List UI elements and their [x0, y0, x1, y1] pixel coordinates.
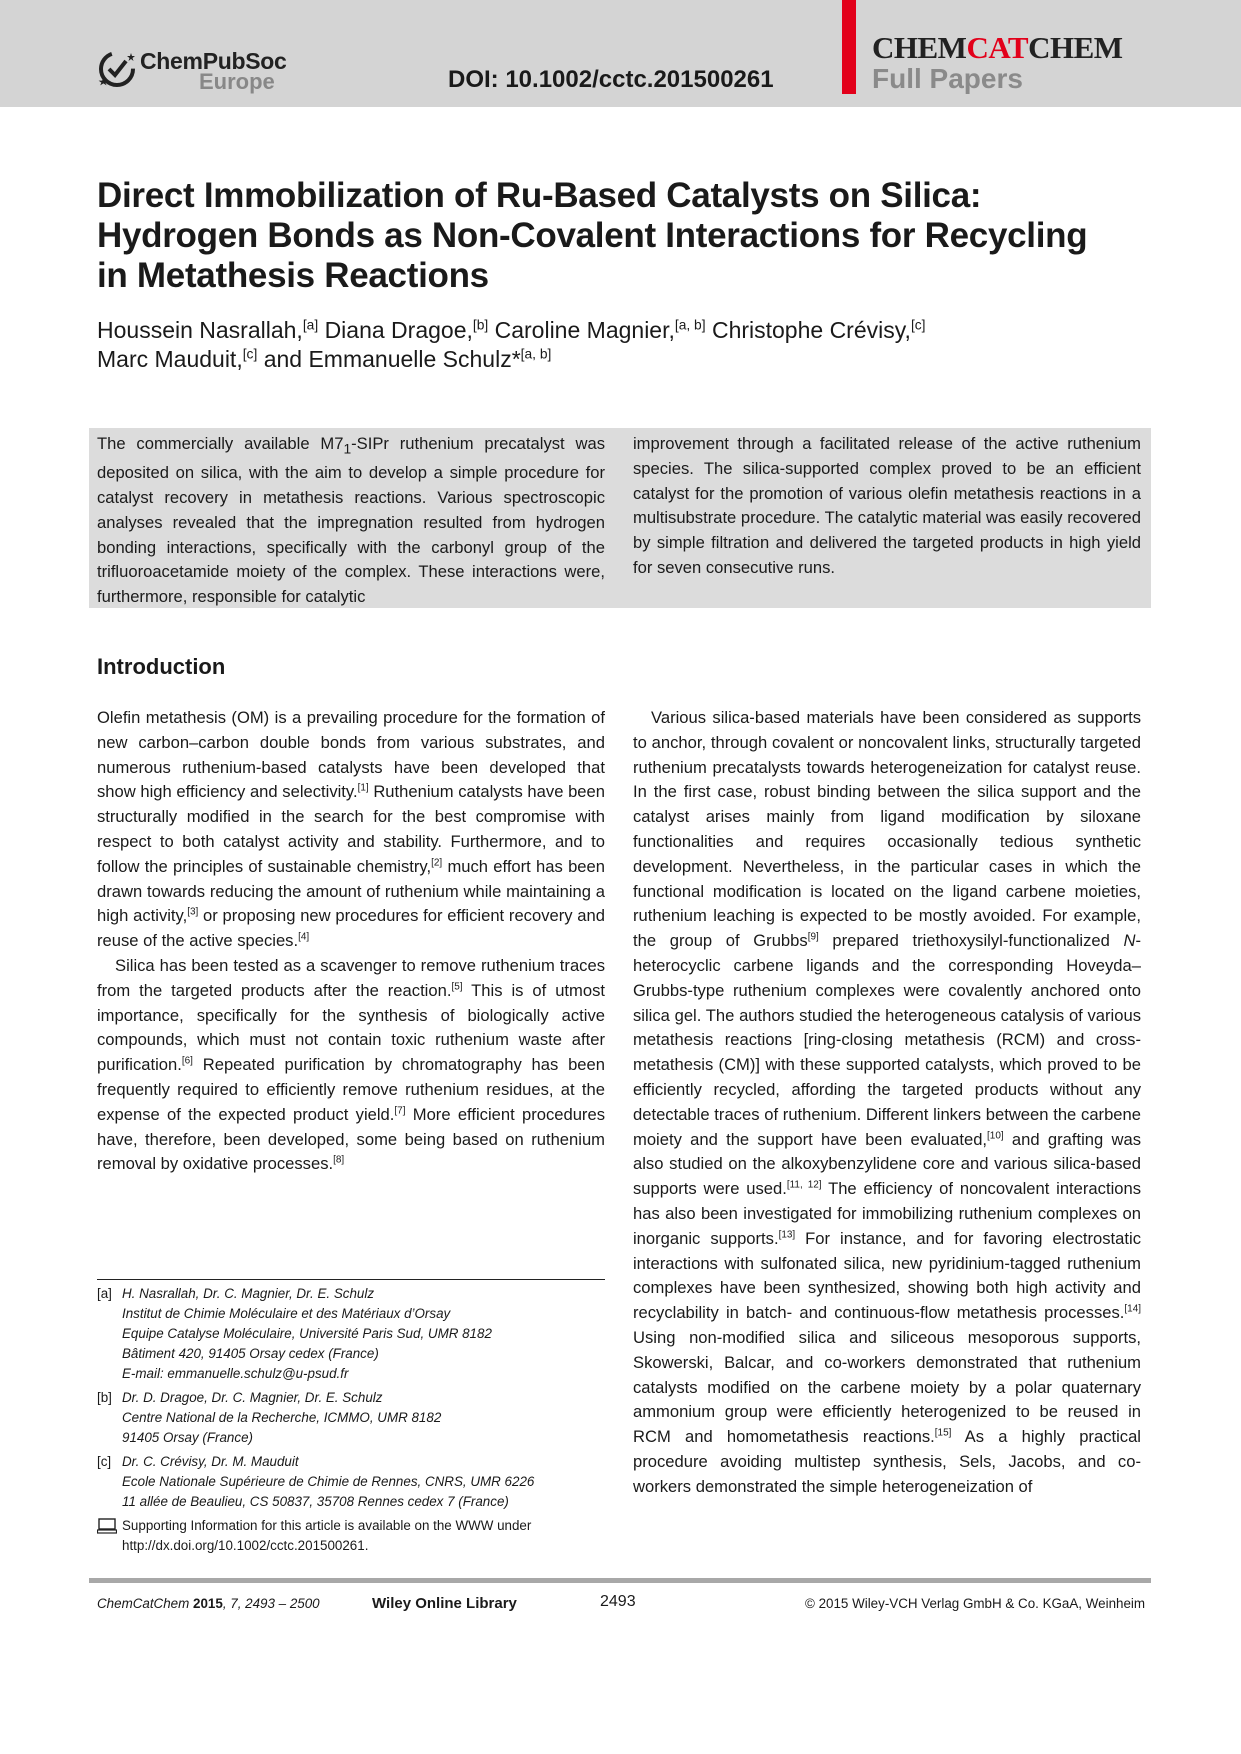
- author-name: Diana Dragoe,: [324, 317, 473, 343]
- footnote-line: Centre National de la Recherche, ICMMO, UMR 8182: [122, 1410, 442, 1425]
- reference-link[interactable]: [9]: [807, 931, 819, 943]
- reference-link[interactable]: [5]: [451, 981, 463, 993]
- author-affiliation: [c]: [910, 317, 926, 333]
- footnote-b: [97, 1388, 605, 1448]
- reference-link[interactable]: [14]: [1124, 1303, 1141, 1315]
- abstract-text: The commercially available M7: [97, 434, 344, 453]
- footnote-tag: [b]: [97, 1390, 112, 1405]
- body-text: Silica has been tested as a scavenger to remove ruthenium traces from the targeted products after the reaction.: [97, 955, 605, 1000]
- body-text: Ruthenium catalysts have been structurally modified in the search for the best compromise with respect to both catalyst activity and stability. Furthermore, and to follow the principles of sustainable chemistry,: [97, 782, 605, 876]
- reference-link[interactable]: [1]: [357, 782, 369, 794]
- journal-name-part-1: CHEM: [872, 30, 967, 65]
- logo-subtitle: Europe: [199, 69, 275, 94]
- author-name: Caroline Magnier,: [494, 317, 675, 343]
- computer-icon: [97, 1518, 117, 1534]
- body-text: Olefin metathesis (OM) is a prevailing procedure for the formation of new carbon–carbon double bonds from various substrates, and numerous ruthenium-based catalysts have been developed that show high efficiency and selectivity.: [97, 708, 605, 802]
- supporting-info-text: Supporting Information for this article is available on the WWW under: [122, 1518, 532, 1533]
- journal-accent-bar: [842, 0, 856, 94]
- article-title: Direct Immobilization of Ru-Based Catalysts on Silica: Hydrogen Bonds as Non-Covalent Interactions for Recycling in Metathesis Reactions: [97, 176, 1088, 295]
- author-affiliation: [c]: [242, 346, 258, 362]
- journal-name: [872, 30, 1123, 66]
- doi-link[interactable]: DOI: 10.1002/cctc.201500261: [448, 66, 774, 93]
- reference-link[interactable]: [8]: [333, 1154, 345, 1166]
- body-text: For instance, and for favoring electrostatic interactions with sulfonated silica, new pyridinium-tagged ruthenium complexes have been synthesized, showing both high activity and recyclability in batch- and continuous-flow metathesis processes.: [633, 1228, 1141, 1323]
- intro-paragraph-2: [97, 954, 605, 1177]
- body-text: Repeated purification by chromatography has been frequently required to efficiently remove ruthenium residues, at the expense of the expected product yield.: [97, 1055, 605, 1124]
- footnote-email-link[interactable]: E-mail: emmanuelle.schulz@u-psud.fr: [122, 1366, 349, 1381]
- intro-paragraph-1: [97, 706, 605, 954]
- footnote-a: [97, 1284, 605, 1384]
- footnote-line: H. Nasrallah, Dr. C. Magnier, Dr. E. Schulz: [122, 1286, 375, 1301]
- section-heading-introduction: Introduction: [97, 654, 226, 679]
- author-name: Christophe Crévisy,: [711, 317, 911, 343]
- abstract-left-column: [97, 432, 605, 610]
- author-list: [97, 316, 1117, 374]
- supporting-info-link[interactable]: http://dx.doi.org/10.1002/cctc.201500261.: [122, 1538, 369, 1553]
- copyright-notice: © 2015 Wiley-VCH Verlag GmbH & Co. KGaA, Weinheim: [805, 1596, 1146, 1611]
- affiliation-footnotes: [97, 1284, 605, 1556]
- body-text: As a highly practical procedure avoiding multistep synthesis, Sels, Jacobs, and co-workers demonstrated the simple heterogeneization of: [633, 1427, 1141, 1496]
- author-name: Marc Mauduit,: [97, 346, 243, 372]
- publisher-logo[interactable]: [97, 45, 297, 95]
- body-text: Various silica-based materials have been considered as supports to anchor, through covalent or noncovalent links, structurally targeted ruthenium precatalysts towards heterogeneization for catalyst reuse. In the first case, robust binding between the silica support and the catalyst arises mainly from ligand modification by siloxane functionalities and requires occasionally tedious synthetic development. Nevertheless, in the particular cases in which the functional modification is located on the ligand carbene moieties, ruthenium leaching is expected to be mostly avoided. For example, the group of Grubbs: [633, 708, 1141, 951]
- author-affiliation: [b]: [472, 317, 489, 333]
- footer-volume-pages: , 7, 2493 – 2500: [222, 1596, 320, 1611]
- footnote-tag: [c]: [97, 1454, 112, 1469]
- page-number: 2493: [600, 1593, 636, 1610]
- body-text: The efficiency of noncovalent interactions has also been investigated for immobilizing ruthenium complexes on inorganic supports.: [633, 1179, 1141, 1248]
- body-text: and grafting was also studied on the alkoxybenzylidene core and various silica-based supports were used.: [633, 1129, 1141, 1199]
- reference-link[interactable]: [7]: [394, 1105, 406, 1117]
- reference-link[interactable]: [11, 12]: [786, 1179, 822, 1191]
- abstract-text: -SIPr ruthenium precatalyst was deposited on silica, with the aim to develop a simple procedure for catalyst recovery in metathesis reactions. Various spectroscopic analyses revealed that the impregnation resulted from hydrogen bonding interactions, specifically with the carbonyl group of the trifluoroacetamide moiety of the complex. These interactions were, furthermore, responsible for catalytic: [97, 434, 605, 607]
- reference-link[interactable]: [2]: [431, 857, 443, 869]
- footnote-line: Ecole Nationale Supérieure de Chimie de Rennes, CNRS, UMR 6226: [122, 1474, 535, 1489]
- reference-link[interactable]: [15]: [934, 1427, 952, 1439]
- body-text: More efficient procedures have, therefore, been developed, some being based on ruthenium removal by oxidative processes.: [97, 1104, 605, 1174]
- wiley-online-library-link[interactable]: Wiley Online Library: [372, 1595, 517, 1612]
- footer-journal-name: ChemCatChem: [97, 1596, 190, 1611]
- author-affiliation: [a]: [302, 317, 319, 333]
- footnote-line: Dr. C. Crévisy, Dr. M. Mauduit: [122, 1454, 299, 1469]
- body-text: or proposing new procedures for efficient recovery and reuse of the active species.: [97, 906, 605, 951]
- intro-paragraph-3: [633, 706, 1141, 1500]
- author-name: Houssein Nasrallah,: [97, 317, 303, 343]
- abstract-subscript: 1: [343, 440, 352, 457]
- reference-link[interactable]: [3]: [187, 906, 199, 918]
- body-text: Using non-modified silica and siliceous mesoporous supports, Skowerski, Balcar, and co-workers demonstrated that ruthenium catalysts modified on the carbene moiety by a polar quaternary ammonium group were efficiently heterogenized to be reused in RCM and homometathesis reactions.: [633, 1327, 1141, 1447]
- footer-divider: [89, 1578, 1151, 1583]
- supporting-information-note: [97, 1516, 605, 1556]
- reference-link[interactable]: [10]: [987, 1130, 1004, 1142]
- reference-link[interactable]: [4]: [298, 931, 310, 943]
- footnote-divider: [97, 1279, 605, 1280]
- footnote-line: 91405 Orsay (France): [122, 1430, 253, 1445]
- article-type: Full Papers: [872, 63, 1023, 94]
- reference-link[interactable]: [6]: [181, 1055, 193, 1067]
- footnote-tag: [a]: [97, 1286, 112, 1301]
- chempubsoc-logo-icon: [97, 47, 137, 91]
- body-text: much effort has been drawn towards reducing the amount of ruthenium while maintaining a high activity,: [97, 856, 605, 926]
- author-affiliation: [a, b]: [674, 317, 706, 333]
- footer-year: 2015: [193, 1596, 223, 1611]
- footnote-line: Bâtiment 420, 91405 Orsay cedex (France): [122, 1346, 379, 1361]
- author-name: and Emmanuelle Schulz*: [263, 346, 521, 372]
- footnote-line: Dr. D. Dragoe, Dr. C. Magnier, Dr. E. Schulz: [122, 1390, 383, 1405]
- footnote-c: [97, 1452, 605, 1512]
- abstract-right-column: improvement through a facilitated release of the active ruthenium species. The silica-supported complex proved to be an efficient catalyst for the promotion of various olefin metathesis reactions in a multisubstrate procedure. The catalytic material was easily recovered by simple filtration and delivered the targeted products in high yield for seven consecutive runs.: [633, 434, 1141, 577]
- logo-name: ChemPubSoc: [140, 48, 287, 74]
- footer-citation: [97, 1596, 320, 1611]
- body-text: This is of utmost importance, specifically for the synthesis of biologically active compounds, which must not contain toxic ruthenium waste after purification.: [97, 980, 605, 1075]
- body-right-column: [633, 706, 1141, 1554]
- author-affiliation: [a, b]: [520, 346, 552, 362]
- footnote-line: 11 allée de Beaulieu, CS 50837, 35708 Rennes cedex 7 (France): [122, 1494, 509, 1509]
- footnote-line: Institut de Chimie Moléculaire et des Matériaux d’Orsay: [122, 1306, 451, 1321]
- journal-name-part-2: CAT: [966, 30, 1029, 65]
- body-text: prepared triethoxysilyl-functionalized: [818, 931, 1124, 951]
- body-left-column: [97, 706, 605, 1177]
- footnote-line: Equipe Catalyse Moléculaire, Université Paris Sud, UMR 8182: [122, 1326, 492, 1341]
- reference-link[interactable]: [13]: [778, 1229, 796, 1241]
- body-text: -heterocyclic carbene ligands and the corresponding Hoveyda–Grubbs-type ruthenium complexes were covalently anchored onto silica gel. The authors studied the heterogeneous catalysis of various metathesis reactions [ring-closing metathesis (RCM) and cross-metathesis (CM)] with these supported catalysts, which proved to be efficiently recycled, affording the targeted products without any detectable traces of ruthenium. Different linkers between the carbene moiety and the support have been evaluated,: [633, 931, 1141, 1149]
- body-text-italic: N: [1123, 931, 1136, 951]
- journal-name-part-3: CHEM: [1028, 30, 1123, 65]
